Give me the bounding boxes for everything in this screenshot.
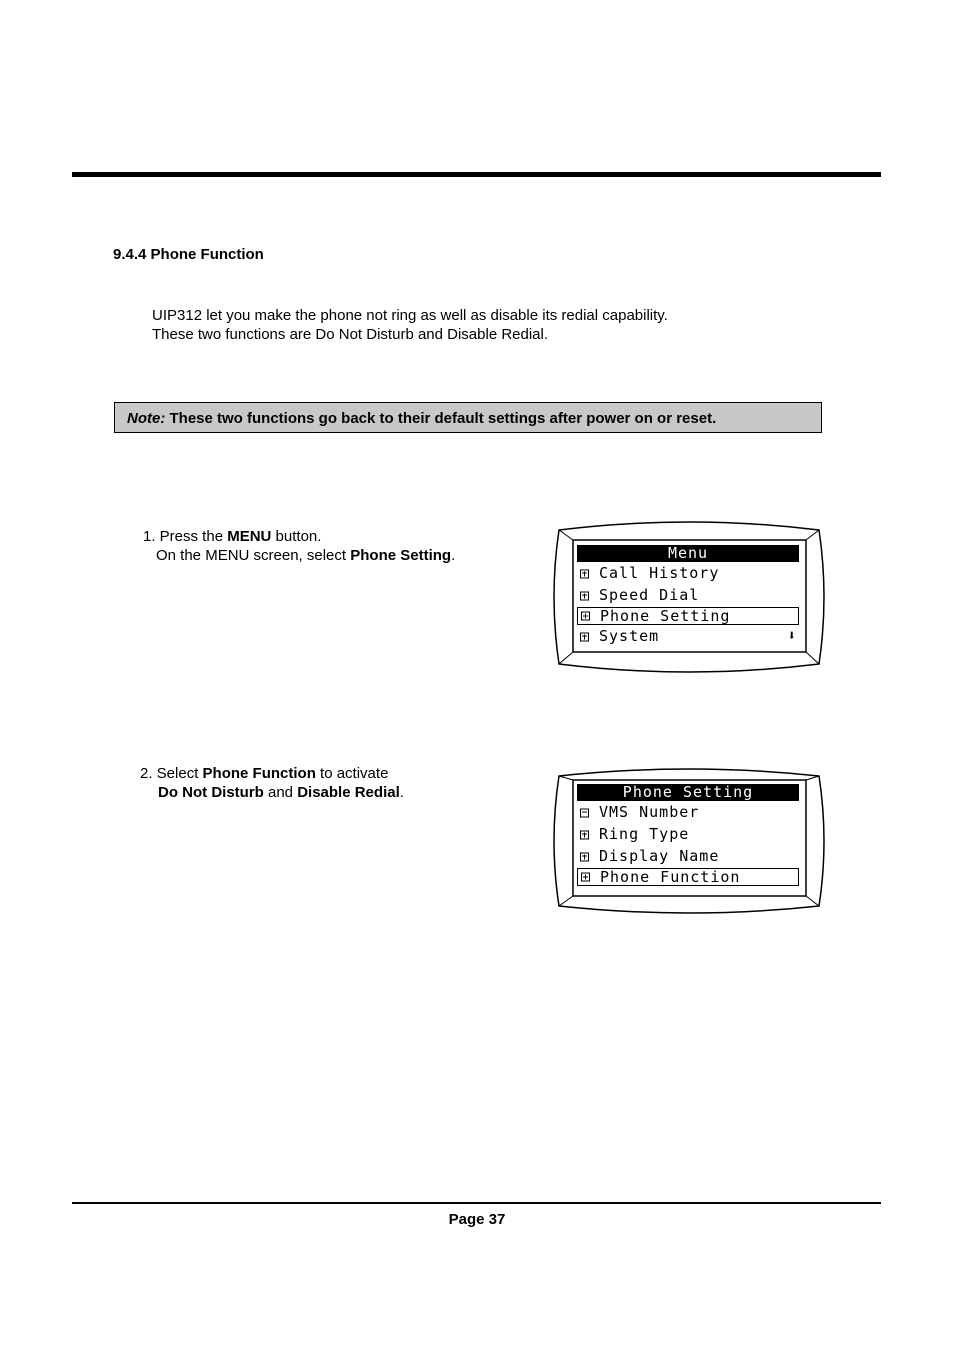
- phone-function-keyword: Phone Function: [202, 765, 316, 782]
- menu-item-label: Phone Function: [600, 868, 741, 886]
- phone-setting-lcd-illustration: [553, 766, 826, 916]
- step-1-suffix: button.: [271, 528, 322, 545]
- menu-item-label: VMS Number: [599, 803, 700, 821]
- note-text: These two functions go back to their default settings after power on or reset.: [165, 410, 717, 427]
- scroll-down-arrow-icon: ⬇: [787, 628, 797, 644]
- menu-item-label: Speed Dial: [599, 586, 700, 604]
- expand-icon: [580, 830, 589, 839]
- menu-item-label: Call History: [599, 564, 720, 582]
- menu-keyword: MENU: [227, 528, 272, 545]
- step-1-line2-prefix: On the MENU screen, select: [156, 547, 351, 564]
- expand-icon: [580, 852, 589, 861]
- screen-title: Phone Setting: [577, 784, 799, 801]
- screen-title: Menu: [577, 545, 799, 562]
- phone-setting-keyword: Phone Setting: [350, 547, 452, 564]
- menu-item-speed-dial: [577, 585, 799, 606]
- intro-line-2: These two functions are Do Not Disturb and Disable Redial.: [152, 326, 549, 343]
- menu-item-vms-number: [577, 802, 799, 823]
- section-heading: 9.4.4 Phone Function: [113, 246, 264, 263]
- phone-setting-screen: [575, 784, 801, 886]
- do-not-disturb-keyword: Do Not Disturb: [158, 784, 264, 801]
- collapse-icon: [580, 808, 589, 817]
- menu-item-label: Display Name: [599, 847, 720, 865]
- menu-screen: [575, 545, 801, 647]
- menu-item-phone-function: [577, 868, 799, 886]
- expand-icon: [580, 632, 589, 641]
- menu-item-phone-setting: [577, 607, 799, 625]
- footer-rule: [72, 1202, 881, 1204]
- menu-item-label: Ring Type: [599, 825, 690, 843]
- intro-line-1: UIP312 let you make the phone not ring as well as disable its redial capability.: [152, 307, 668, 324]
- note-box: [114, 402, 822, 433]
- menu-item-display-name: [577, 846, 799, 867]
- menu-item-call-history: [577, 563, 799, 584]
- step-2: [140, 764, 404, 802]
- expand-icon: [580, 591, 589, 600]
- step-2-end: .: [399, 784, 404, 801]
- expand-icon: [581, 612, 590, 621]
- expand-icon: [581, 873, 590, 882]
- intro-paragraph: [152, 306, 668, 344]
- step-2-and: and: [263, 784, 298, 801]
- step-1-line2-end: .: [451, 547, 456, 564]
- step-2-prefix: 2. Select: [140, 765, 203, 782]
- step-2-suffix: to activate: [315, 765, 389, 782]
- menu-item-ring-type: [577, 824, 799, 845]
- note-label: Note:: [127, 410, 166, 427]
- menu-item-system: [577, 626, 799, 647]
- header-rule: [72, 172, 881, 177]
- expand-icon: [580, 569, 589, 578]
- menu-item-label: System: [599, 627, 660, 645]
- step-1-prefix: 1. Press the: [143, 528, 228, 545]
- menu-lcd-illustration: [553, 518, 826, 676]
- disable-redial-keyword: Disable Redial: [297, 784, 400, 801]
- page-number: Page 37: [448, 1211, 506, 1228]
- menu-item-label: Phone Setting: [600, 607, 731, 625]
- step-1: [143, 527, 455, 565]
